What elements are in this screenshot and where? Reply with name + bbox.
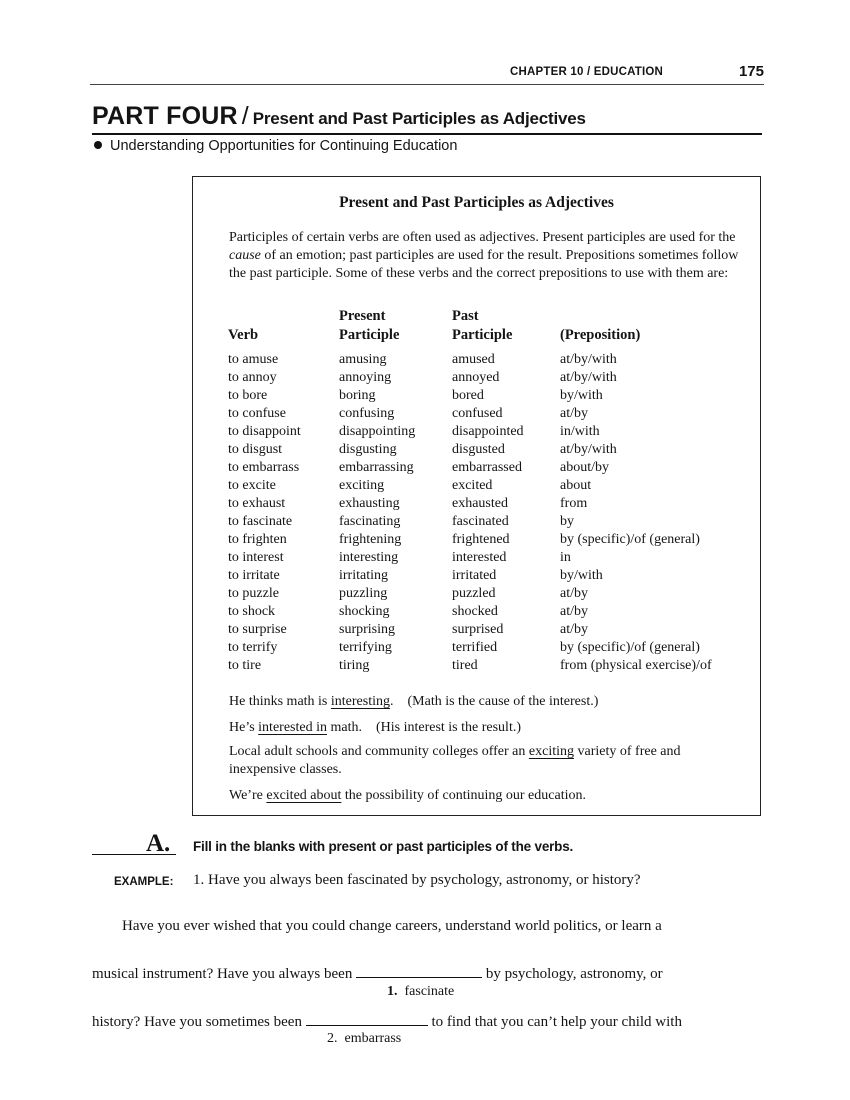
past-participle-cell: amused [452,352,495,367]
verb-cell: to interest [228,550,284,565]
present-participle-cell: amusing [339,352,387,367]
example-text: . (Math is the cause of the interest.) [390,694,599,709]
header-past-1: Past [452,308,479,324]
header-past-2: Participle [452,327,513,343]
exercise-line-2 [92,966,663,983]
exercise-line-1: Have you ever wished that you could change careers, understand world politics, or learn a [122,918,662,934]
preposition-cell: about [560,478,592,493]
past-participle-cell: interested [452,550,507,565]
preposition-cell: by (specific)/of (general) [560,532,700,547]
past-participle-cell: exhausted [452,496,508,511]
past-participle-cell: shocked [452,604,498,619]
verb-cell: to irritate [228,568,280,583]
present-participle-cell: exciting [339,478,385,493]
present-participle-cell: disappointing [339,424,416,439]
part-subtitle: Present and Past Participles as Adjectives [252,109,586,128]
present-participle-cell: surprising [339,622,395,637]
intro-italic: cause [229,248,261,263]
past-participle-cell: frightened [452,532,510,547]
verb-cell: to bore [228,388,268,403]
verb-cell: to fascinate [228,514,293,529]
bullet-icon [94,141,102,149]
example-sentence-3 [229,743,749,779]
table-row [0,459,850,477]
example-text: Local adult schools and community colleges offer an [229,744,529,759]
rule-box-title: Present and Past Participles as Adjectives [339,194,614,211]
line-3-before: history? Have you sometimes been [92,1014,306,1030]
verb-cell: to tire [228,658,262,673]
table-row [0,585,850,603]
example-sentence-4 [229,787,749,805]
example-sentence-2 [229,719,749,737]
preposition-cell: by (specific)/of (general) [560,640,700,655]
table-row [0,495,850,513]
cue-2-number: 2. [327,1031,338,1046]
table-row [0,657,850,675]
present-participle-cell: embarrassing [339,460,414,475]
present-participle-cell: puzzling [339,586,388,601]
past-participle-cell: excited [452,478,493,493]
past-participle-cell: disgusted [452,442,505,457]
table-row [0,621,850,639]
preposition-cell: at/by [560,406,588,421]
present-participle-cell: terrifying [339,640,392,655]
table-row [0,351,850,369]
table-row [0,369,850,387]
table-row [0,405,850,423]
exercise-instruction: Fill in the blanks with present or past participles of the verbs. [193,839,574,854]
part-slash: / [241,102,249,130]
example-underlined: interested in [258,720,327,735]
present-participle-cell: tiring [339,658,370,673]
verb-cell: to excite [228,478,276,493]
example-text: He’s [229,720,259,735]
present-participle-cell: boring [339,388,376,403]
preposition-cell: at/by/with [560,352,617,367]
example-sentence: 1. Have you always been fascinated by psychology, astronomy, or history? [193,872,641,888]
preposition-cell: at/by/with [560,370,617,385]
example-sentence-1 [229,693,749,711]
blank-1-input[interactable] [356,976,482,978]
objective-text: Understanding Opportunities for Continuing Education [110,138,458,154]
blank-2-input[interactable] [306,1024,428,1026]
table-row [0,531,850,549]
verb-cell: to surprise [228,622,287,637]
cue-1-verb: fascinate [404,984,455,999]
header-preposition: (Preposition) [560,327,641,343]
intro-text-cont: of an emotion; past participles are used for the result. Prepositions sometimes follow the past participle. Some of these verbs and the correct prepositions to use with them are: [229,248,739,281]
present-participle-cell: shocking [339,604,390,619]
intro-text: Participles of certain verbs are often used as adjectives. Present participles are used for the [229,230,736,245]
part-objective [94,138,457,154]
example-text: the possibility of continuing our education. [341,788,586,803]
table-row [0,477,850,495]
example-text: math. (His interest is the result.) [326,720,522,735]
preposition-cell: from (physical exercise)/of [560,658,712,673]
verb-cell: to disappoint [228,424,301,439]
preposition-cell: by/with [560,568,603,583]
chapter-label: CHAPTER 10 / EDUCATION [510,66,664,78]
line-2-before: musical instrument? Have you always been [92,966,357,982]
table-row [0,441,850,459]
present-participle-cell: interesting [339,550,399,565]
past-participle-cell: puzzled [452,586,496,601]
preposition-cell: about/by [560,460,609,475]
part-title [92,102,762,135]
header-present-1: Present [339,308,386,324]
running-header [90,64,764,85]
line-2-after: by psychology, astronomy, or [482,966,663,982]
preposition-cell: from [560,496,588,511]
present-participle-cell: annoying [339,370,392,385]
preposition-cell: at/by [560,604,588,619]
example-text: He thinks math is [229,694,331,709]
table-row [0,567,850,585]
line-3-after: to find that you can’t help your child with [427,1014,682,1030]
exercise-letter: A. [146,830,171,857]
preposition-cell: at/by/with [560,442,617,457]
table-row [0,603,850,621]
cue-2-verb: embarrass [344,1031,402,1046]
past-participle-cell: confused [452,406,503,421]
example-text: We’re [229,788,267,803]
present-participle-cell: irritating [339,568,388,583]
preposition-cell: in/with [560,424,600,439]
verb-cell: to frighten [228,532,287,547]
past-participle-cell: bored [452,388,484,403]
verb-cell: to puzzle [228,586,279,601]
verb-cell: to disgust [228,442,283,457]
table-row [0,423,850,441]
cue-2 [327,1031,401,1047]
preposition-cell: in [560,550,571,565]
example-label: EXAMPLE: [114,876,174,888]
past-participle-cell: irritated [452,568,497,583]
verb-cell: to shock [228,604,276,619]
past-participle-cell: fascinated [452,514,509,529]
past-participle-cell: embarrassed [452,460,522,475]
past-participle-cell: tired [452,658,478,673]
present-participle-cell: confusing [339,406,395,421]
verb-cell: to confuse [228,406,286,421]
present-participle-cell: fascinating [339,514,401,529]
rule-box-intro [229,229,749,283]
verb-cell: to embarrass [228,460,300,475]
present-participle-cell: frightening [339,532,402,547]
header-verb: Verb [228,327,259,343]
past-participle-cell: disappointed [452,424,524,439]
preposition-cell: at/by [560,586,588,601]
example-underlined: interesting [330,694,390,709]
past-participle-cell: terrified [452,640,498,655]
past-participle-cell: surprised [452,622,504,637]
example-underlined: excited about [266,788,342,803]
verb-cell: to exhaust [228,496,286,511]
verb-cell: to annoy [228,370,277,385]
page-number: 175 [738,63,764,80]
table-row [0,513,850,531]
example-text: variety of free and inexpensive classes. [229,744,684,777]
table-row [0,639,850,657]
present-participle-cell: exhausting [339,496,400,511]
verb-cell: to terrify [228,640,278,655]
participle-table-header [0,307,850,347]
verb-cell: to amuse [228,352,279,367]
cue-1 [387,984,454,1000]
exercise-line-3 [92,1014,682,1031]
cue-1-number: 1. [387,984,398,999]
part-label: PART FOUR [92,102,238,130]
past-participle-cell: annoyed [452,370,500,385]
present-participle-cell: disgusting [339,442,397,457]
preposition-cell: by [560,514,574,529]
preposition-cell: at/by [560,622,588,637]
table-row [0,549,850,567]
table-row [0,387,850,405]
example-underlined: exciting [528,744,574,759]
preposition-cell: by/with [560,388,603,403]
header-present-2: Participle [339,327,400,343]
